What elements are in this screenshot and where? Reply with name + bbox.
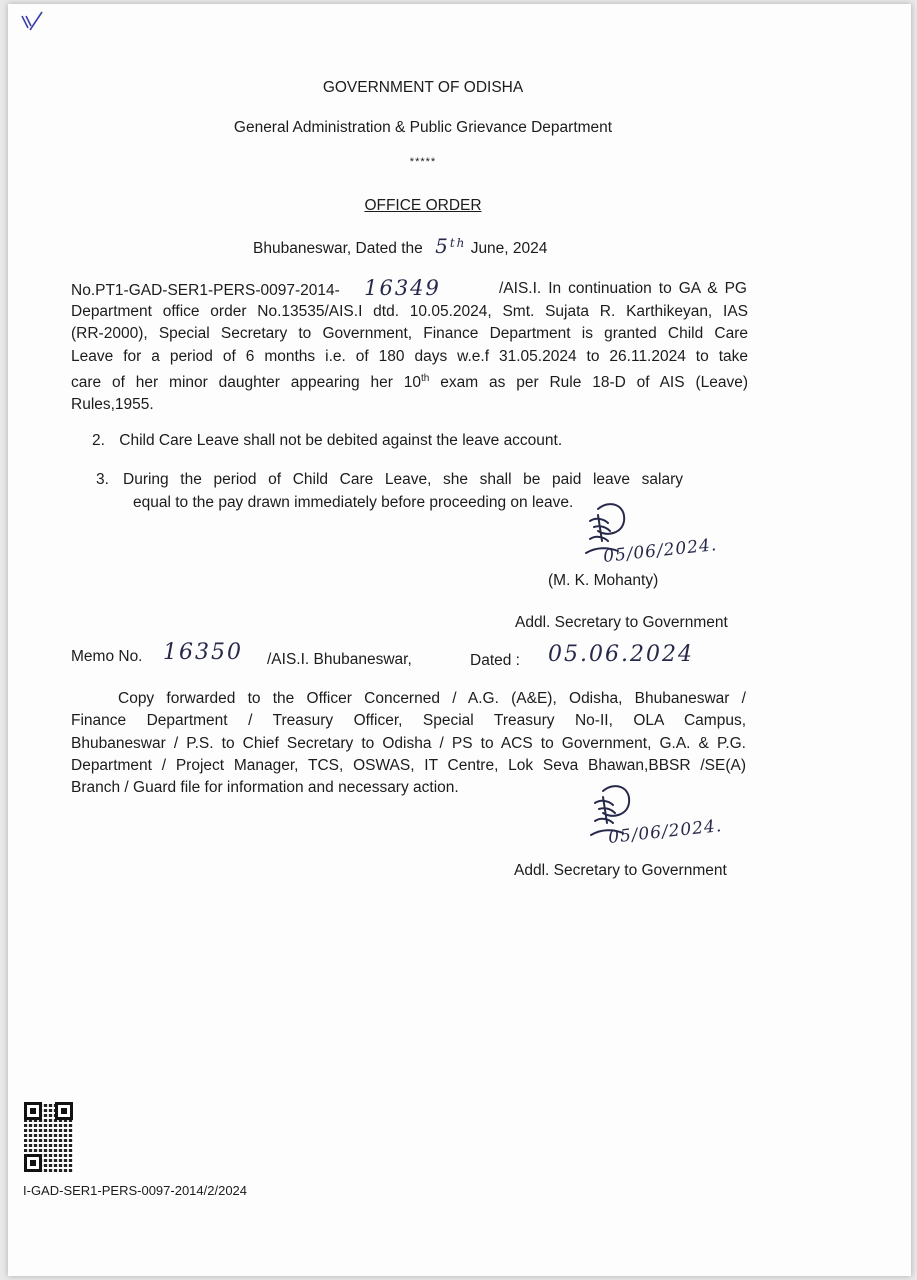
footer-file-reference: I-GAD-SER1-PERS-0097-2014/2/2024 (23, 1183, 248, 1198)
point-3-text-line2: equal to the pay drawn immediately before proceeding on leave. (133, 494, 574, 511)
memo-label: Memo No. (71, 648, 143, 665)
memo-office: /AIS.I. Bhubaneswar, (267, 651, 412, 668)
copy-line: Bhubaneswar / P.S. to Chief Secretary to Odisha / PS to ACS to Government, G.A. & P.G. (71, 734, 746, 752)
order-number-prefix: No.PT1-GAD-SER1-PERS-0097-2014- (71, 282, 340, 299)
signatory-2-designation: Addl. Secretary to Government (514, 862, 727, 879)
stars-separator: ***** (409, 156, 437, 168)
document-page (8, 4, 911, 1276)
order-body-line: Rules,1955. (71, 396, 154, 414)
point-2 (92, 432, 562, 450)
signature-2-handwritten-date: 05/06/2024. (607, 816, 724, 848)
order-number-line (71, 276, 455, 300)
corner-tick-mark (16, 8, 46, 38)
copy-line: Copy forwarded to the Officer Concerned / A.G. (A&E), Odisha, Bhubaneswar / (118, 690, 746, 707)
order-body-line: (RR-2000), Special Secretary to Government, Finance Department is granted Child Care (71, 325, 748, 343)
point-2-text: Child Care Leave shall not be debited against the leave account. (119, 432, 563, 449)
qr-code (24, 1102, 73, 1172)
copy-line-last: Branch / Guard file for information and necessary action. (71, 779, 459, 797)
memo-dated-label: Dated : (470, 652, 520, 669)
signature-1-handwritten-date: 05/06/2024. (602, 535, 719, 567)
point-3-number: 3. (96, 471, 109, 488)
order-body-line-5: care of her minor daughter appearing her 10th exam as per Rule 18-D of AIS (Leave) (71, 372, 748, 392)
point-3-text-line1: During the period of Child Care Leave, she shall be paid leave salary (123, 471, 683, 488)
signatory-designation: Addl. Secretary to Government (515, 614, 728, 631)
dated-line (253, 234, 547, 258)
government-heading: GOVERNMENT OF ODISHA (322, 79, 524, 96)
office-order-title: OFFICE ORDER (364, 197, 482, 214)
copy-paragraph (71, 688, 746, 799)
order-body (71, 301, 748, 417)
dated-suffix: June, 2024 (470, 240, 548, 257)
order-line1-rest: /AIS.I. In continuation to GA & PG (499, 280, 747, 297)
order-number-handwritten: 16349 (364, 276, 441, 300)
signatory-name: (M. K. Mohanty) (548, 572, 659, 589)
copy-line: Finance Department / Treasury Officer, Special Treasury No-II, OLA Campus, (71, 712, 746, 730)
department-heading: General Administration & Public Grievance Department (233, 119, 613, 136)
copy-line: Department / Project Manager, TCS, OSWAS, IT Centre, Lok Seva Bhawan,BBSR /SE(A) (71, 756, 746, 774)
memo-date-handwritten: 05.06.2024 (548, 642, 694, 667)
order-body-line: Department office order No.13535/AIS.I dtd. 10.05.2024, Smt. Sujata R. Karthikeyan, IAS (71, 303, 748, 320)
dated-prefix: Bhubaneswar, Dated the (253, 240, 423, 257)
memo-number-handwritten: 16350 (163, 640, 243, 665)
point-2-number: 2. (92, 432, 105, 449)
handwritten-day: 5 (435, 234, 450, 258)
handwritten-day-suffix: th (449, 235, 467, 250)
order-body-line: Leave for a period of 6 months i.e. of 180 days w.e.f 31.05.2024 to 26.11.2024 to take (71, 347, 748, 365)
